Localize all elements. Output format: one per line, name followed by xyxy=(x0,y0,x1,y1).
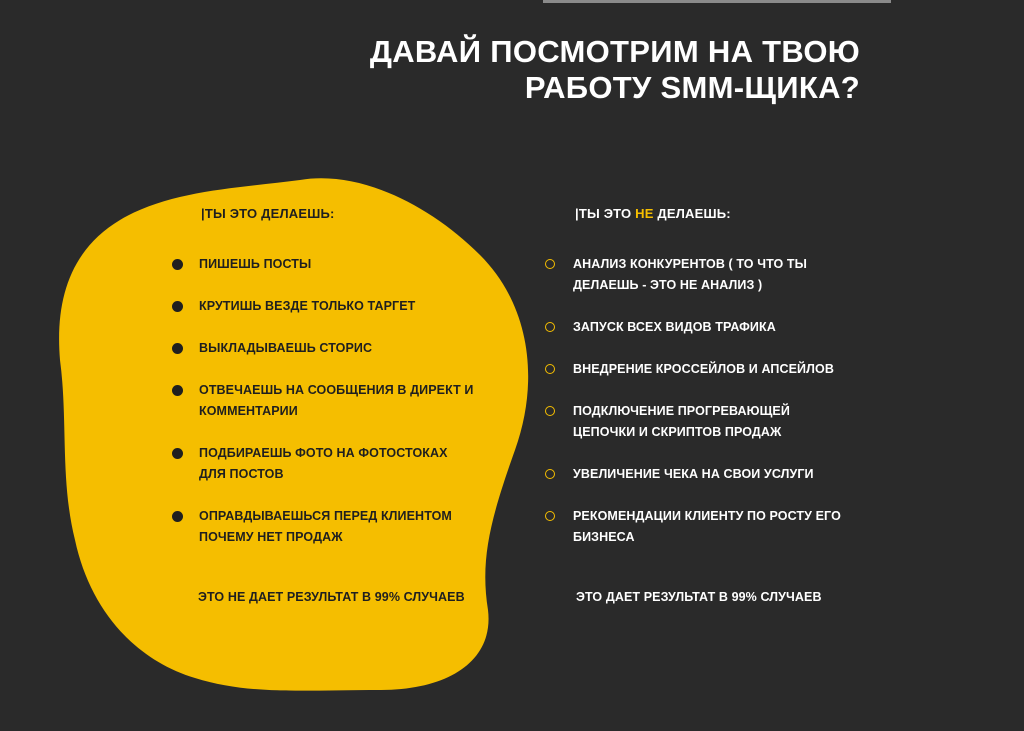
list-item: КРУТИШЬ ВЕЗДЕ ТОЛЬКО ТАРГЕТ xyxy=(172,296,484,317)
left-footnote: ЭТО НЕ ДАЕТ РЕЗУЛЬТАТ В 99% СЛУЧАЕВ xyxy=(198,590,465,604)
list-item: ВЫКЛАДЫВАЕШЬ СТОРИС xyxy=(172,338,484,359)
outline-circle-icon xyxy=(545,406,555,416)
filled-circle-icon xyxy=(172,448,183,459)
list-item: РЕКОМЕНДАЦИИ КЛИЕНТУ ПО РОСТУ ЕГО БИЗНЕСА xyxy=(545,506,858,548)
filled-circle-icon xyxy=(172,259,183,270)
filled-circle-icon xyxy=(172,511,183,522)
list-item: ОПРАВДЫВАЕШЬСЯ ПЕРЕД КЛИЕНТОМ ПОЧЕМУ НЕТ ПРОДАЖ xyxy=(172,506,484,548)
headline-line-1: ДАВАЙ ПОСМОТРИМ НА ТВОЮ xyxy=(369,34,860,69)
filled-circle-icon xyxy=(172,385,183,396)
right-footnote: ЭТО ДАЕТ РЕЗУЛЬТАТ В 99% СЛУЧАЕВ xyxy=(576,590,822,604)
filled-circle-icon xyxy=(172,301,183,312)
right-heading-prefix: |ТЫ ЭТО xyxy=(575,206,636,221)
right-heading-suffix: ДЕЛАЕШЬ: xyxy=(653,206,731,221)
outline-circle-icon xyxy=(545,511,555,521)
left-column-heading: |ТЫ ЭТО ДЕЛАЕШЬ: xyxy=(201,206,335,221)
outline-circle-icon xyxy=(545,322,555,332)
outline-circle-icon xyxy=(545,259,555,269)
list-item: ОТВЕЧАЕШЬ НА СООБЩЕНИЯ В ДИРЕКТ И КОММЕНТАРИИ xyxy=(172,380,484,422)
list-item: ПОДБИРАЕШЬ ФОТО НА ФОТОСТОКАХ ДЛЯ ПОСТОВ xyxy=(172,443,484,485)
outline-circle-icon xyxy=(545,364,555,374)
list-item: ПИШЕШЬ ПОСТЫ xyxy=(172,254,484,275)
page-headline xyxy=(370,34,860,106)
headline-line-2: РАБОТУ SMM-ЩИКА? xyxy=(524,70,860,105)
right-column-heading xyxy=(575,206,731,221)
list-item: АНАЛИЗ КОНКУРЕНТОВ ( ТО ЧТО ТЫ ДЕЛАЕШЬ - ЭТО НЕ АНАЛИЗ ) xyxy=(545,254,858,296)
outline-circle-icon xyxy=(545,469,555,479)
right-heading-accent: НЕ xyxy=(635,206,654,221)
list-item: УВЕЛИЧЕНИЕ ЧЕКА НА СВОИ УСЛУГИ xyxy=(545,464,858,485)
list-item: ПОДКЛЮЧЕНИЕ ПРОГРЕВАЮЩЕЙ ЦЕПОЧКИ И СКРИПТОВ ПРОДАЖ xyxy=(545,401,858,443)
list-item: ЗАПУСК ВСЕХ ВИДОВ ТРАФИКА xyxy=(545,317,858,338)
filled-circle-icon xyxy=(172,343,183,354)
list-item: ВНЕДРЕНИЕ КРОССЕЙЛОВ И АПСЕЙЛОВ xyxy=(545,359,858,380)
